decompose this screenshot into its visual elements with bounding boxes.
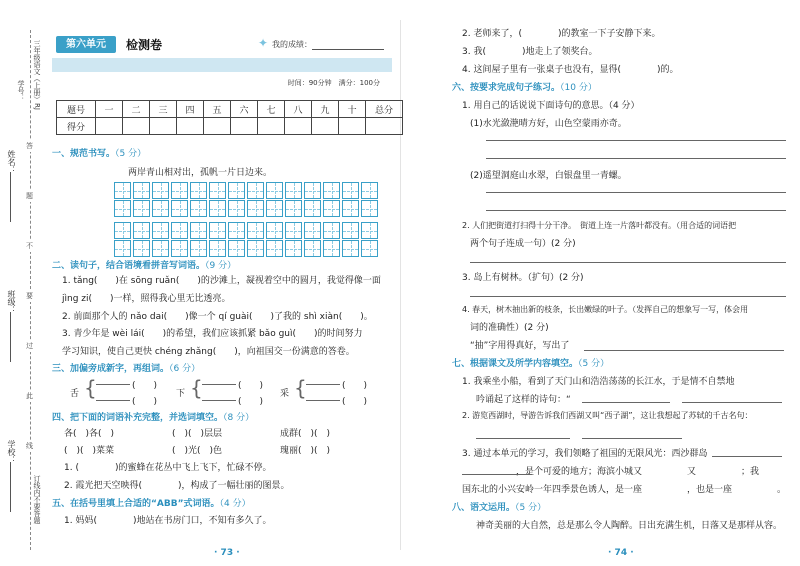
score-cell[interactable] (123, 118, 150, 135)
page-number-right: · 74 · (608, 548, 634, 558)
writing-grid-row-4[interactable] (114, 240, 380, 257)
answer-line[interactable] (486, 158, 786, 159)
question-line: 2. 霞光把天空映得( )，构成了一幅壮丽的图景。 (64, 481, 290, 491)
star-icon: ✦ (258, 36, 269, 50)
writing-grid-row-2[interactable] (114, 200, 380, 217)
score-cell[interactable] (366, 118, 403, 135)
question-line: ，是个可爱的地方；海滨小城又 又 ；我 (462, 467, 760, 477)
question-line: 1. tǎng( )在 sōng ruǎn( )的沙滩上，凝视着空中的圆月，我觉得像一面 (62, 276, 381, 286)
school-blank[interactable] (10, 462, 11, 512)
answer-line[interactable] (486, 210, 786, 211)
question-line: (2)遥望洞庭山水翠，白银盘里一青螺。 (470, 171, 627, 181)
score-cell[interactable] (285, 118, 312, 135)
answer-line[interactable] (476, 438, 570, 439)
question-line: 4. 春天，树木抽出新的枝条，长出嫩绿的叶子。（发挥自己的想象写一写，体会用 (462, 305, 749, 314)
table-cell: 十 (339, 101, 366, 118)
idiom-item: ( )( )菜菜 (64, 446, 115, 456)
cut-word: 要 (26, 292, 33, 300)
section-6-title: 六、按要求完成句子练习。（10 分） (452, 83, 597, 93)
binding-margin (0, 0, 46, 566)
table-cell: 总分 (366, 101, 403, 118)
score-cell[interactable] (96, 118, 123, 135)
cut-word: 此 (26, 392, 33, 400)
poem-line: 两岸青山相对出，孤帆一片日边来。 (128, 168, 273, 178)
exam-meta: 时间：90分钟 满分：100分 (287, 79, 380, 87)
answer-line[interactable] (582, 402, 670, 403)
question-line: 国东北的小兴安岭一年四季景色诱人，是一座 ，也是一座 。 (462, 485, 787, 495)
question-line: 两个句子连成一句）(2 分) (470, 239, 576, 249)
question-line: 2. 老师来了，( )的教室一下子安静下来。 (462, 29, 661, 39)
score-cell[interactable] (231, 118, 258, 135)
table-cell: 题号 (57, 101, 96, 118)
binding-footer: 订线内不要答题 (33, 475, 41, 524)
question-line: 1. 妈妈( )地站在书房门口，不知有多久了。 (64, 516, 272, 526)
question-line: 3. 通过本单元的学习，我们领略了祖国的无限风光：西沙群岛 (462, 449, 708, 459)
score-table (56, 100, 403, 135)
name-label: 姓名： (7, 150, 16, 174)
class-label: 班级： (7, 290, 16, 314)
question-line: 1. 我乘坐小船，看到了天门山和浩浩荡荡的长江水，于是情不自禁地 (462, 377, 735, 387)
table-cell: 九 (312, 101, 339, 118)
question-line: 1. 用自己的话说说下面诗句的意思。（4 分） (462, 101, 640, 111)
section-3-title: 三、加偏旁成新字，再组词。（6 分） (52, 364, 201, 374)
page-title: 检测卷 (126, 38, 163, 52)
answer-line[interactable] (462, 474, 532, 475)
header-band (52, 58, 392, 72)
question-line: 词的准确性）(2 分) (470, 323, 549, 333)
score-cell[interactable] (339, 118, 366, 135)
score-cell[interactable] (258, 118, 285, 135)
question-line: 4. 这间屋子里有一张桌子也没有，显得( )的。 (462, 65, 679, 75)
answer-line[interactable] (470, 296, 786, 297)
cut-word: 过 (26, 342, 33, 350)
question-line: jìng zi( )一样，照得我心里无比透亮。 (62, 294, 231, 304)
section-4-title: 四、把下面的词语补充完整，并选词填空。（8 分） (52, 413, 255, 423)
section-7-title: 七、根据课文及所学内容填空。（5 分） (452, 359, 610, 369)
writing-grid-row-3[interactable] (114, 222, 380, 239)
exam-no-label: 学号： (17, 80, 25, 101)
question-line: 神奇美丽的大自然，总是那么令人陶醉。日出充满生机，日落又是那样从容。 (476, 521, 783, 531)
table-row (57, 118, 403, 135)
answer-line[interactable] (712, 456, 782, 457)
score-cell[interactable] (177, 118, 204, 135)
table-cell: 八 (285, 101, 312, 118)
writing-grid-row-1[interactable] (114, 182, 380, 199)
question-line: 学习知识，使自己更快 chéng zhǎng( )，向祖国交一份满意的答卷。 (62, 347, 355, 357)
question-line: 3. 我( )地走上了领奖台。 (462, 47, 598, 57)
question-line: 3. 青少年是 wèi lái( )的希望，我们应该抓紧 bǎo guì( )的时间努力 (62, 329, 363, 339)
answer-line[interactable] (470, 262, 786, 263)
table-cell: 七 (258, 101, 285, 118)
table-cell: 三 (150, 101, 177, 118)
cut-word: 答 (26, 142, 33, 150)
question-line: “抽”字用得真好，写出了 (470, 341, 570, 351)
answer-line[interactable] (582, 438, 682, 439)
school-label: 学校： (7, 440, 16, 464)
unit-badge: 第六单元 (56, 36, 116, 53)
question-line: 2. 游览西湖时，导游告诉我们西湖又叫“西子湖”，这让我想起了苏轼的千古名句： (462, 411, 753, 420)
section-8-title: 八、语文运用。（5 分） (452, 503, 547, 513)
score-blank[interactable] (312, 49, 384, 50)
answer-line[interactable] (584, 350, 784, 351)
idiom-item: 各( )各( ) (64, 429, 115, 439)
table-cell: 得分 (57, 118, 96, 135)
question-line: 1. ( )的蜜蜂在花丛中飞上飞下，忙碌不停。 (64, 463, 272, 473)
answer-line[interactable] (486, 140, 786, 141)
table-cell: 六 (231, 101, 258, 118)
name-blank[interactable] (10, 172, 11, 222)
score-cell[interactable] (312, 118, 339, 135)
question-line: (1)水光潋滟晴方好，山色空蒙雨亦奇。 (470, 119, 627, 129)
cut-word: 题 (26, 192, 33, 200)
page-number-left: · 73 · (214, 548, 240, 558)
score-cell[interactable] (204, 118, 231, 135)
table-cell: 四 (177, 101, 204, 118)
cut-word: 线 (26, 442, 33, 450)
class-blank[interactable] (10, 312, 11, 362)
section-5-title: 五、在括号里填上合适的“ABB”式词语。（4 分） (52, 499, 251, 509)
idiom-item: 瑰丽( )( ) (280, 446, 331, 456)
table-cell: 二 (123, 101, 150, 118)
section-2-title: 二、读句子，结合语境看拼音写词语。（9 分） (52, 261, 237, 271)
answer-line[interactable] (682, 402, 782, 403)
idiom-item: ( )光( )色 (172, 446, 223, 456)
score-cell[interactable] (150, 118, 177, 135)
cut-word: 不 (26, 242, 33, 250)
question-line: 吟诵起了这样的诗句：“ (476, 395, 571, 405)
idiom-item: ( )( )层层 (172, 429, 223, 439)
question-line: 3. 岛上有树林。（扩句）(2 分) (462, 273, 584, 283)
table-row (57, 101, 403, 118)
question-line: 2. 前面那个人的 nǎo dai( )像一个 qí guài( )了我的 shì xiàn( )。 (62, 312, 373, 322)
section-1-title: 一、规范书写。（5 分） (52, 149, 147, 159)
question-line: 2. 人们把街道打扫得十分干净。 街道上连一片落叶都没有。（用合适的词语把 (462, 221, 737, 230)
table-cell: 一 (96, 101, 123, 118)
score-label: 我的成绩： (272, 40, 312, 49)
answer-line[interactable] (486, 192, 786, 193)
table-cell: 五 (204, 101, 231, 118)
idiom-item: 成群( )( ) (280, 429, 331, 439)
grade-label: 三年级语文（上册）RJ (33, 40, 41, 110)
